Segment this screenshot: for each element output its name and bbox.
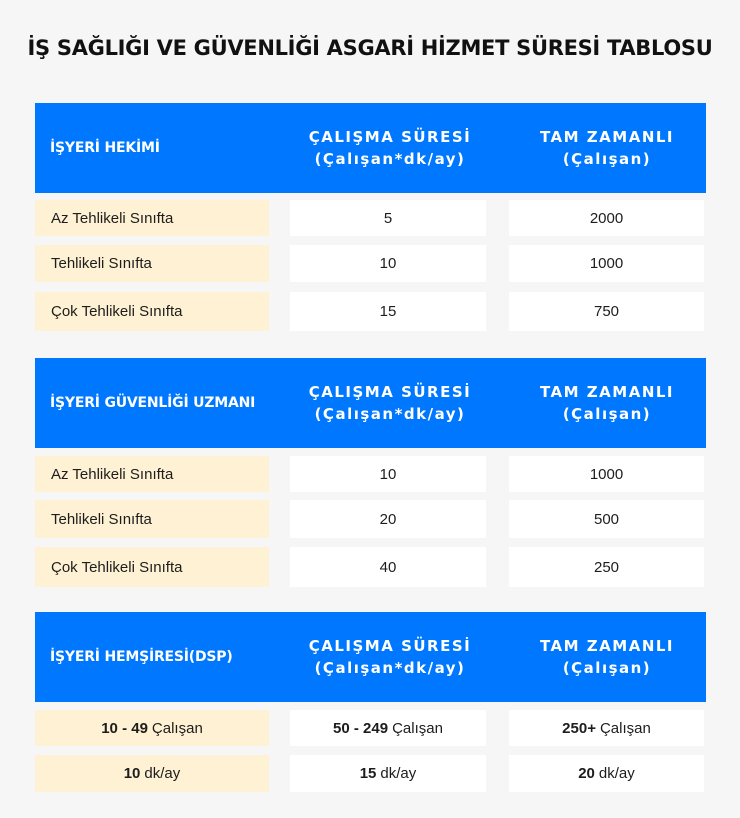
employee-range-value: 50 - 249 — [333, 719, 389, 737]
full-time-value: 500 — [509, 500, 704, 538]
column-header-line: ÇALIŞMA SÜRESİ — [308, 637, 472, 655]
column-header-line: (Çalışan) — [562, 150, 652, 168]
employee-range-unit: Çalışan — [392, 719, 443, 737]
section-workplace-nurse — [35, 612, 706, 782]
hazard-class-label: Çok Tehlikeli Sınıfta — [35, 292, 269, 331]
page-title: İŞ SAĞLIĞI VE GÜVENLİĞİ ASGARİ HİZMET SÜRESİ TABLOSU — [27, 36, 713, 60]
hazard-class-label: Çok Tehlikeli Sınıfta — [35, 547, 269, 587]
column-header-line: TAM ZAMANLI — [539, 383, 675, 401]
duration-value: 10 — [290, 456, 486, 492]
table-row — [35, 245, 706, 282]
hazard-class-label: Tehlikeli Sınıfta — [35, 245, 269, 282]
column-header-line: (Çalışan*dk/ay) — [314, 405, 466, 423]
column-header-line: ÇALIŞMA SÜRESİ — [308, 128, 472, 146]
full-time-value: 750 — [509, 292, 704, 331]
hazard-class-label: Tehlikeli Sınıfta — [35, 500, 269, 538]
column-header-line: (Çalışan*dk/ay) — [314, 659, 466, 677]
column-header-line: (Çalışan) — [562, 405, 652, 423]
duration-value: 5 — [290, 200, 486, 236]
table-row — [35, 547, 706, 587]
duration-value: 15 — [290, 292, 486, 331]
column-header-full-time — [507, 612, 707, 702]
table-row — [35, 500, 706, 538]
duration-value: 10 — [123, 765, 141, 782]
hazard-class-label: Az Tehlikeli Sınıfta — [35, 200, 269, 236]
role-title: İŞYERİ HEMŞİRESİ(DSP) — [50, 649, 233, 665]
column-header-line: (Çalışan) — [562, 659, 652, 677]
column-header-line: TAM ZAMANLI — [539, 637, 675, 655]
full-time-value: 250 — [509, 547, 704, 587]
full-time-value: 1000 — [509, 456, 704, 492]
employee-range-cell — [290, 710, 486, 746]
duration-cell — [509, 755, 704, 792]
column-header-duration — [285, 103, 495, 193]
full-time-value: 1000 — [509, 245, 704, 282]
duration-value: 15 — [359, 765, 377, 782]
duration-value: 10 — [290, 245, 486, 282]
duration-unit: dk/ay — [598, 765, 635, 782]
duration-unit: dk/ay — [380, 765, 417, 782]
column-header-duration — [285, 358, 495, 448]
duration-value: 20 — [578, 765, 595, 782]
duration-cell — [35, 755, 269, 792]
section-header — [35, 358, 706, 448]
column-header-duration — [285, 612, 495, 702]
employee-range-value: 250+ — [562, 719, 596, 737]
table-row — [35, 200, 706, 236]
role-title: İŞYERİ GÜVENLİĞİ UZMANI — [50, 395, 256, 411]
employee-range-value: 10 - 49 — [101, 719, 148, 737]
duration-value: 20 — [290, 500, 486, 538]
full-time-value: 2000 — [509, 200, 704, 236]
table-row — [35, 710, 706, 746]
table-row — [35, 292, 706, 331]
column-header-line: ÇALIŞMA SÜRESİ — [308, 383, 472, 401]
section-header — [35, 103, 706, 193]
column-header-line: (Çalışan*dk/ay) — [314, 150, 466, 168]
role-title: İŞYERİ HEKİMİ — [50, 140, 160, 156]
employee-range-unit: Çalışan — [151, 719, 203, 737]
duration-cell — [290, 755, 486, 792]
section-safety-specialist — [35, 358, 706, 576]
section-header — [35, 612, 706, 702]
table-row — [35, 755, 706, 792]
duration-unit: dk/ay — [144, 765, 181, 782]
column-header-full-time — [507, 103, 707, 193]
table-row — [35, 456, 706, 492]
column-header-full-time — [507, 358, 707, 448]
column-header-line: TAM ZAMANLI — [539, 128, 675, 146]
section-workplace-physician — [35, 103, 706, 320]
hazard-class-label: Az Tehlikeli Sınıfta — [35, 456, 269, 492]
duration-value: 40 — [290, 547, 486, 587]
employee-range-cell — [509, 710, 704, 746]
employee-range-unit: Çalışan — [599, 719, 651, 737]
employee-range-cell — [35, 710, 269, 746]
